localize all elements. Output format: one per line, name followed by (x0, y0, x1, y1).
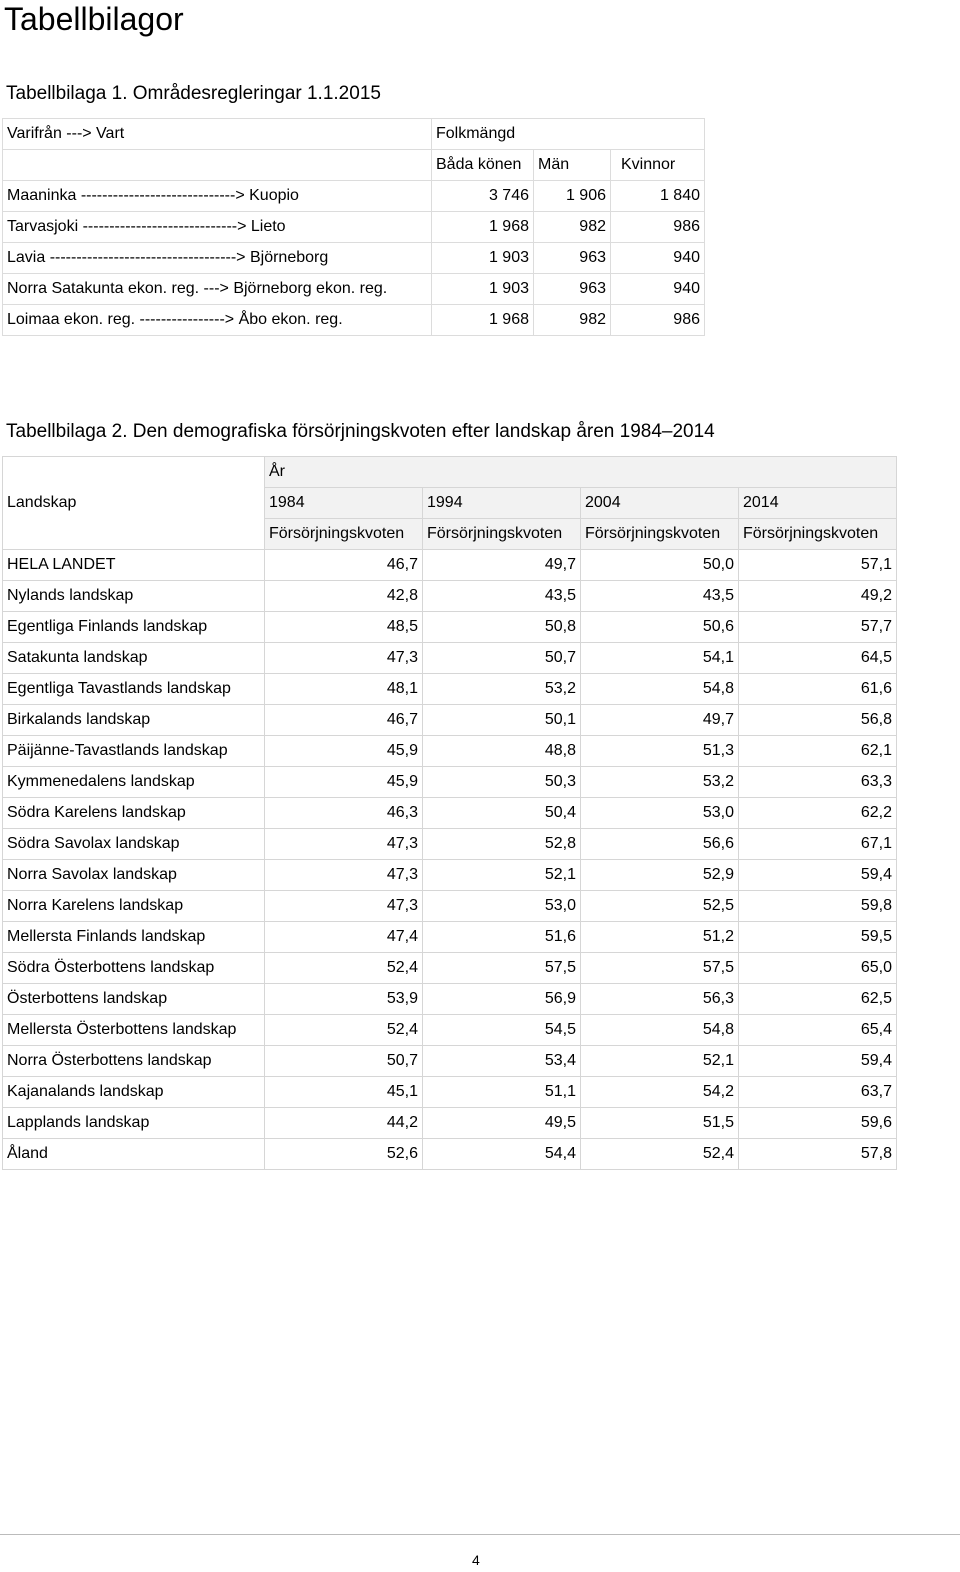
table2-row-label: Kymmenedalens landskap (3, 767, 265, 798)
table2-cell-value: 57,7 (739, 612, 897, 643)
table2-cell-value: 51,5 (581, 1108, 739, 1139)
table2-cell-value: 62,2 (739, 798, 897, 829)
table2-row-row (3, 767, 897, 798)
table2-cell-value: 65,4 (739, 1015, 897, 1046)
table2-cell-value: 59,4 (739, 1046, 897, 1077)
table2-row-label: Egentliga Tavastlands landskap (3, 674, 265, 705)
table2-cell-value: 47,3 (265, 829, 423, 860)
table2-cell-value: 59,5 (739, 922, 897, 953)
table2-cell-value: 53,2 (581, 767, 739, 798)
table2-cell-value: 52,1 (581, 1046, 739, 1077)
table1-column-header: Kvinnor (611, 150, 705, 181)
table2-cell-value: 54,4 (423, 1139, 581, 1170)
table2-row-label: Mellersta Finlands landskap (3, 922, 265, 953)
table2-cell-value: 59,8 (739, 891, 897, 922)
table2-row-row (3, 674, 897, 705)
table1-row-label: Lavia -----------------------------------> Björneborg (3, 243, 432, 274)
table2-cell-value: 64,5 (739, 643, 897, 674)
table2-cell-value: 63,3 (739, 767, 897, 798)
table2-measure-row (3, 519, 897, 550)
table2-cell-value: 42,8 (265, 581, 423, 612)
table2-cell-value: 45,1 (265, 1077, 423, 1108)
table1-title: Tabellbilaga 1. Områdesregleringar 1.1.2015 (6, 83, 381, 104)
table1 (2, 118, 705, 336)
table1-empty-header-cell (3, 150, 432, 181)
table2-cell-value: 52,4 (265, 1015, 423, 1046)
table1-cell-value: 986 (611, 305, 705, 336)
table2-cell-value: 52,4 (581, 1139, 739, 1170)
table2-row-row (3, 984, 897, 1015)
table2-cell-value: 56,3 (581, 984, 739, 1015)
table2-row-label: Norra Österbottens landskap (3, 1046, 265, 1077)
table2-row-label: Lapplands landskap (3, 1108, 265, 1139)
table2-row-row (3, 612, 897, 643)
table2-year-header: 2004 (581, 488, 739, 519)
table2-cell-value: 47,3 (265, 643, 423, 674)
table1-cell-value: 1 968 (432, 305, 534, 336)
table2-cell-value: 47,4 (265, 922, 423, 953)
table2-empty-header-cell (3, 457, 265, 488)
table2-cell-value: 48,5 (265, 612, 423, 643)
table1-row-row (3, 212, 705, 243)
table1-row-label: Tarvasjoki -----------------------------> Lieto (3, 212, 432, 243)
table2-cell-value: 62,1 (739, 736, 897, 767)
table2-row-label: Södra Österbottens landskap (3, 953, 265, 984)
table2-cell-value: 50,4 (423, 798, 581, 829)
table2-cell-value: 54,2 (581, 1077, 739, 1108)
table1-cell-value: 1 906 (534, 181, 611, 212)
table2-cell-value: 52,9 (581, 860, 739, 891)
table2-cell-value: 46,7 (265, 550, 423, 581)
table1-column-header: Båda könen (432, 150, 534, 181)
table2-cell-value: 51,3 (581, 736, 739, 767)
table2-row-row (3, 1046, 897, 1077)
table2-row-label: Österbottens landskap (3, 984, 265, 1015)
table2-row-label: Kajanalands landskap (3, 1077, 265, 1108)
table2-row-label: Mellersta Österbottens landskap (3, 1015, 265, 1046)
table2-cell-value: 50,7 (265, 1046, 423, 1077)
table2-cell-value: 48,8 (423, 736, 581, 767)
table2-empty-measure-cell (3, 519, 265, 550)
table2-row-label: HELA LANDET (3, 550, 265, 581)
table2-row-label: Satakunta landskap (3, 643, 265, 674)
table2-cell-value: 47,3 (265, 891, 423, 922)
table2-cell-value: 43,5 (581, 581, 739, 612)
table2-year-row (3, 488, 897, 519)
table1-cell-value: 1 840 (611, 181, 705, 212)
table1-row-row (3, 243, 705, 274)
table2-cell-value: 46,3 (265, 798, 423, 829)
table2-row-header: Landskap (3, 488, 265, 519)
table2-cell-value: 54,8 (581, 1015, 739, 1046)
table2 (2, 456, 897, 1170)
table2-cell-value: 65,0 (739, 953, 897, 984)
table2-cell-value: 57,5 (423, 953, 581, 984)
table2-cell-value: 63,7 (739, 1077, 897, 1108)
page-title: Tabellbilagor (4, 1, 184, 37)
footer-rule (0, 1534, 960, 1535)
table2-cell-value: 53,2 (423, 674, 581, 705)
table1-cell-value: 940 (611, 274, 705, 305)
table2-cell-value: 46,7 (265, 705, 423, 736)
table2-measure-header: Försörjningskvoten (265, 519, 423, 550)
table2-measure-header: Försörjningskvoten (423, 519, 581, 550)
table1-cell-value: 963 (534, 243, 611, 274)
table2-row-label: Birkalands landskap (3, 705, 265, 736)
table2-cell-value: 67,1 (739, 829, 897, 860)
table1-cell-value: 940 (611, 243, 705, 274)
table2-cell-value: 50,1 (423, 705, 581, 736)
table2-cell-value: 52,5 (581, 891, 739, 922)
table2-cell-value: 56,6 (581, 829, 739, 860)
table1-header-row (3, 119, 705, 150)
table1-cell-value: 1 903 (432, 243, 534, 274)
table2-cell-value: 49,5 (423, 1108, 581, 1139)
table2-cell-value: 53,0 (423, 891, 581, 922)
table2-cell-value: 49,7 (423, 550, 581, 581)
table1-body (3, 181, 705, 336)
table2-cell-value: 49,7 (581, 705, 739, 736)
table1-row-row (3, 181, 705, 212)
table2-row-label: Åland (3, 1139, 265, 1170)
table1-row-label: Norra Satakunta ekon. reg. ---> Björneborg ekon. reg. (3, 274, 432, 305)
table2-row-label: Päijänne-Tavastlands landskap (3, 736, 265, 767)
table2-cell-value: 57,1 (739, 550, 897, 581)
table2-row-label: Norra Savolax landskap (3, 860, 265, 891)
table2-row-label: Södra Savolax landskap (3, 829, 265, 860)
table2-cell-value: 51,6 (423, 922, 581, 953)
table2-cell-value: 53,0 (581, 798, 739, 829)
table2-title: Tabellbilaga 2. Den demografiska försörjningskvoten efter landskap åren 1984–2014 (6, 421, 715, 442)
table2-cell-value: 52,1 (423, 860, 581, 891)
table2-cell-value: 56,9 (423, 984, 581, 1015)
table2-row-label: Norra Karelens landskap (3, 891, 265, 922)
table2-cell-value: 48,1 (265, 674, 423, 705)
table2-cell-value: 61,6 (739, 674, 897, 705)
table2-row-row (3, 1015, 897, 1046)
table2-cell-value: 50,0 (581, 550, 739, 581)
table2-cell-value: 59,4 (739, 860, 897, 891)
table1-column-header: Män (534, 150, 611, 181)
table1-cell-value: 3 746 (432, 181, 534, 212)
table2-group-label: År (265, 457, 897, 488)
table2-row-row (3, 736, 897, 767)
table2-row-row (3, 705, 897, 736)
table1-header-label: Varifrån ---> Vart (3, 119, 432, 150)
table2-measure-header: Försörjningskvoten (581, 519, 739, 550)
table2-row-label: Egentliga Finlands landskap (3, 612, 265, 643)
table1-cell-value: 986 (611, 212, 705, 243)
table2-cell-value: 56,8 (739, 705, 897, 736)
table2-cell-value: 51,2 (581, 922, 739, 953)
table2-cell-value: 45,9 (265, 736, 423, 767)
table2-row-row (3, 953, 897, 984)
table2-row-row (3, 829, 897, 860)
table2-row-label: Södra Karelens landskap (3, 798, 265, 829)
table2-cell-value: 45,9 (265, 767, 423, 798)
table2-cell-value: 50,3 (423, 767, 581, 798)
table2-cell-value: 59,6 (739, 1108, 897, 1139)
table1-cell-value: 963 (534, 274, 611, 305)
table2-row-row (3, 1139, 897, 1170)
table2-measure-header: Försörjningskvoten (739, 519, 897, 550)
table2-cell-value: 57,8 (739, 1139, 897, 1170)
table2-cell-value: 44,2 (265, 1108, 423, 1139)
table2-row-label: Nylands landskap (3, 581, 265, 612)
table2-body (3, 550, 897, 1170)
table2-cell-value: 54,1 (581, 643, 739, 674)
table2-cell-value: 52,4 (265, 953, 423, 984)
table2-year-header: 2014 (739, 488, 897, 519)
table1-cell-value: 1 903 (432, 274, 534, 305)
table2-cell-value: 54,5 (423, 1015, 581, 1046)
table2-cell-value: 49,2 (739, 581, 897, 612)
table2-year-header: 1984 (265, 488, 423, 519)
table1-cell-value: 982 (534, 212, 611, 243)
table1-row-row (3, 274, 705, 305)
table2-cell-value: 50,7 (423, 643, 581, 674)
table1-row-label: Maaninka -----------------------------> Kuopio (3, 181, 432, 212)
page-number: 4 (472, 1552, 480, 1568)
table2-cell-value: 62,5 (739, 984, 897, 1015)
table1-column-header-row (3, 150, 705, 181)
table2-cell-value: 50,6 (581, 612, 739, 643)
table2-cell-value: 54,8 (581, 674, 739, 705)
table2-row-row (3, 643, 897, 674)
table2-cell-value: 53,9 (265, 984, 423, 1015)
table2-row-row (3, 581, 897, 612)
table1-cell-value: 982 (534, 305, 611, 336)
table2-cell-value: 47,3 (265, 860, 423, 891)
table2-cell-value: 57,5 (581, 953, 739, 984)
table2-row-row (3, 860, 897, 891)
table1-row-label: Loimaa ekon. reg. ----------------> Åbo ekon. reg. (3, 305, 432, 336)
table2-row-row (3, 550, 897, 581)
table2-cell-value: 53,4 (423, 1046, 581, 1077)
table1-group-label: Folkmängd (432, 119, 705, 150)
table2-cell-value: 51,1 (423, 1077, 581, 1108)
table2-row-row (3, 891, 897, 922)
table2-row-row (3, 922, 897, 953)
table1-cell-value: 1 968 (432, 212, 534, 243)
table2-cell-value: 52,6 (265, 1139, 423, 1170)
table2-cell-value: 52,8 (423, 829, 581, 860)
table2-row-row (3, 798, 897, 829)
table1-row-row (3, 305, 705, 336)
table2-year-header: 1994 (423, 488, 581, 519)
table2-cell-value: 50,8 (423, 612, 581, 643)
table2-row-row (3, 1108, 897, 1139)
table2-cell-value: 43,5 (423, 581, 581, 612)
table2-header-row (3, 457, 897, 488)
table2-row-row (3, 1077, 897, 1108)
